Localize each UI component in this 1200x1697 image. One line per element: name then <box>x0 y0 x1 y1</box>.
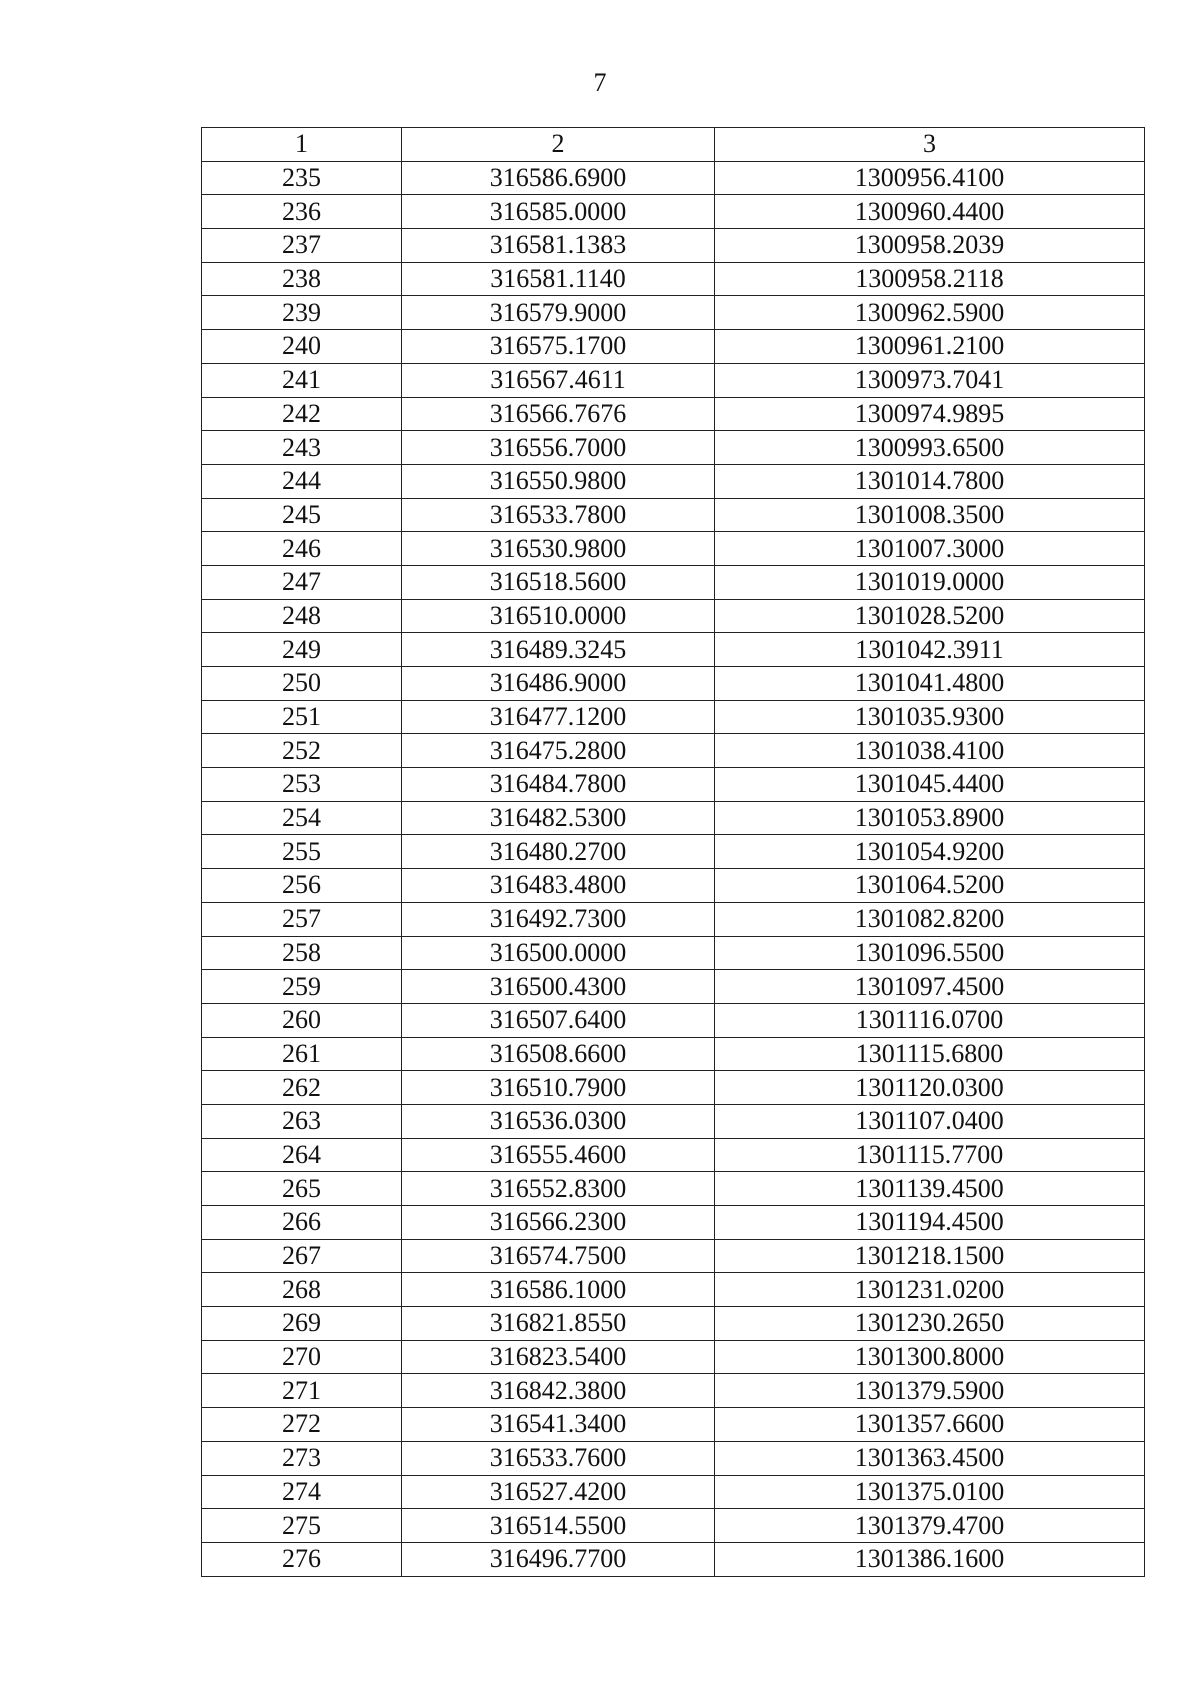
coordinate-x-cell: 316533.7600 <box>402 1441 715 1475</box>
coordinate-x-cell: 316510.0000 <box>402 599 715 633</box>
coordinate-x-cell: 316480.2700 <box>402 835 715 869</box>
table-row <box>202 1374 1145 1408</box>
coordinate-y-cell: 1301379.4700 <box>715 1509 1145 1543</box>
coordinate-y-cell: 1300962.5900 <box>715 296 1145 330</box>
point-number-cell: 273 <box>202 1441 402 1475</box>
point-number-cell: 256 <box>202 869 402 903</box>
coordinate-x-cell: 316518.5600 <box>402 565 715 599</box>
table-row <box>202 835 1145 869</box>
table-row <box>202 1239 1145 1273</box>
point-number-cell: 269 <box>202 1307 402 1341</box>
table-row <box>202 1340 1145 1374</box>
table-row <box>202 330 1145 364</box>
point-number-cell: 239 <box>202 296 402 330</box>
point-number-cell: 251 <box>202 700 402 734</box>
table-header <box>202 128 1145 162</box>
coordinate-x-cell: 316533.7800 <box>402 498 715 532</box>
coordinate-x-cell: 316575.1700 <box>402 330 715 364</box>
point-number-cell: 255 <box>202 835 402 869</box>
coordinate-y-cell: 1301097.4500 <box>715 970 1145 1004</box>
coordinate-x-cell: 316508.6600 <box>402 1037 715 1071</box>
point-number-cell: 272 <box>202 1408 402 1442</box>
coordinate-x-cell: 316842.3800 <box>402 1374 715 1408</box>
coordinate-x-cell: 316581.1140 <box>402 262 715 296</box>
table-row <box>202 1475 1145 1509</box>
coordinate-y-cell: 1301230.2650 <box>715 1307 1145 1341</box>
coordinate-y-cell: 1300993.6500 <box>715 431 1145 465</box>
table-row <box>202 296 1145 330</box>
point-number-cell: 247 <box>202 565 402 599</box>
table-row <box>202 936 1145 970</box>
coordinate-y-cell: 1301120.0300 <box>715 1071 1145 1105</box>
table-row <box>202 1172 1145 1206</box>
coordinate-y-cell: 1301019.0000 <box>715 565 1145 599</box>
point-number-cell: 240 <box>202 330 402 364</box>
coordinate-y-cell: 1300958.2039 <box>715 229 1145 263</box>
point-number-cell: 235 <box>202 161 402 195</box>
coordinate-x-cell: 316486.9000 <box>402 667 715 701</box>
table-row <box>202 1003 1145 1037</box>
point-number-cell: 242 <box>202 397 402 431</box>
coordinate-x-cell: 316555.4600 <box>402 1138 715 1172</box>
coordinate-y-cell: 1301042.3911 <box>715 633 1145 667</box>
coordinate-x-cell: 316556.7000 <box>402 431 715 465</box>
coordinate-y-cell: 1301139.4500 <box>715 1172 1145 1206</box>
coordinate-x-cell: 316477.1200 <box>402 700 715 734</box>
coordinate-x-cell: 316510.7900 <box>402 1071 715 1105</box>
coordinate-y-cell: 1300961.2100 <box>715 330 1145 364</box>
point-number-cell: 263 <box>202 1104 402 1138</box>
point-number-cell: 236 <box>202 195 402 229</box>
coordinate-x-cell: 316552.8300 <box>402 1172 715 1206</box>
coordinate-y-cell: 1301363.4500 <box>715 1441 1145 1475</box>
point-number-cell: 261 <box>202 1037 402 1071</box>
table-row <box>202 161 1145 195</box>
coordinate-y-cell: 1301115.7700 <box>715 1138 1145 1172</box>
table-row <box>202 1071 1145 1105</box>
point-number-cell: 241 <box>202 363 402 397</box>
coordinate-x-cell: 316566.2300 <box>402 1206 715 1240</box>
table-row <box>202 801 1145 835</box>
column-header-1: 1 <box>202 128 402 162</box>
coordinate-y-cell: 1301054.9200 <box>715 835 1145 869</box>
coordinate-x-cell: 316566.7676 <box>402 397 715 431</box>
table-row <box>202 565 1145 599</box>
point-number-cell: 276 <box>202 1542 402 1576</box>
table-row <box>202 768 1145 802</box>
table-row <box>202 599 1145 633</box>
coordinate-x-cell: 316500.4300 <box>402 970 715 1004</box>
table-row <box>202 667 1145 701</box>
table-row <box>202 700 1145 734</box>
table-row <box>202 1441 1145 1475</box>
coordinate-x-cell: 316574.7500 <box>402 1239 715 1273</box>
point-number-cell: 262 <box>202 1071 402 1105</box>
coordinate-x-cell: 316500.0000 <box>402 936 715 970</box>
table-row <box>202 498 1145 532</box>
coordinate-y-cell: 1301028.5200 <box>715 599 1145 633</box>
coordinate-y-cell: 1301357.6600 <box>715 1408 1145 1442</box>
point-number-cell: 237 <box>202 229 402 263</box>
coordinate-x-cell: 316483.4800 <box>402 869 715 903</box>
coordinate-x-cell: 316585.0000 <box>402 195 715 229</box>
point-number-cell: 268 <box>202 1273 402 1307</box>
table-row <box>202 902 1145 936</box>
table-row <box>202 869 1145 903</box>
coordinate-y-cell: 1301375.0100 <box>715 1475 1145 1509</box>
point-number-cell: 249 <box>202 633 402 667</box>
point-number-cell: 260 <box>202 1003 402 1037</box>
coordinate-x-cell: 316586.1000 <box>402 1273 715 1307</box>
coordinate-x-cell: 316507.6400 <box>402 1003 715 1037</box>
table-row <box>202 1138 1145 1172</box>
coordinate-x-cell: 316823.5400 <box>402 1340 715 1374</box>
coordinate-x-cell: 316821.8550 <box>402 1307 715 1341</box>
table-row <box>202 363 1145 397</box>
coordinate-x-cell: 316586.6900 <box>402 161 715 195</box>
coordinate-y-cell: 1301116.0700 <box>715 1003 1145 1037</box>
coordinate-y-cell: 1301115.6800 <box>715 1037 1145 1071</box>
column-header-2: 2 <box>402 128 715 162</box>
coordinate-x-cell: 316541.3400 <box>402 1408 715 1442</box>
table-row <box>202 195 1145 229</box>
table-body <box>202 161 1145 1576</box>
point-number-cell: 271 <box>202 1374 402 1408</box>
table-row <box>202 734 1145 768</box>
table-row <box>202 262 1145 296</box>
coordinate-y-cell: 1301218.1500 <box>715 1239 1145 1273</box>
point-number-cell: 265 <box>202 1172 402 1206</box>
table-row <box>202 1037 1145 1071</box>
point-number-cell: 258 <box>202 936 402 970</box>
coordinate-x-cell: 316530.9800 <box>402 532 715 566</box>
point-number-cell: 270 <box>202 1340 402 1374</box>
header-row <box>202 128 1145 162</box>
coordinate-y-cell: 1301008.3500 <box>715 498 1145 532</box>
coordinate-x-cell: 316514.5500 <box>402 1509 715 1543</box>
point-number-cell: 254 <box>202 801 402 835</box>
table-row <box>202 1509 1145 1543</box>
coordinate-y-cell: 1300956.4100 <box>715 161 1145 195</box>
coordinate-y-cell: 1301014.7800 <box>715 464 1145 498</box>
point-number-cell: 274 <box>202 1475 402 1509</box>
coordinate-y-cell: 1300960.4400 <box>715 195 1145 229</box>
point-number-cell: 266 <box>202 1206 402 1240</box>
coordinate-x-cell: 316550.9800 <box>402 464 715 498</box>
coordinate-x-cell: 316489.3245 <box>402 633 715 667</box>
coordinate-x-cell: 316496.7700 <box>402 1542 715 1576</box>
coordinate-x-cell: 316579.9000 <box>402 296 715 330</box>
coordinate-y-cell: 1301386.1600 <box>715 1542 1145 1576</box>
table-row <box>202 1307 1145 1341</box>
table-row <box>202 1273 1145 1307</box>
point-number-cell: 252 <box>202 734 402 768</box>
point-number-cell: 264 <box>202 1138 402 1172</box>
coordinate-x-cell: 316581.1383 <box>402 229 715 263</box>
table-row <box>202 532 1145 566</box>
coordinate-y-cell: 1301300.8000 <box>715 1340 1145 1374</box>
coordinate-y-cell: 1300974.9895 <box>715 397 1145 431</box>
table-row <box>202 397 1145 431</box>
coordinate-y-cell: 1301096.5500 <box>715 936 1145 970</box>
point-number-cell: 257 <box>202 902 402 936</box>
coordinate-y-cell: 1300958.2118 <box>715 262 1145 296</box>
table-row <box>202 1104 1145 1138</box>
coordinate-x-cell: 316492.7300 <box>402 902 715 936</box>
coordinate-x-cell: 316536.0300 <box>402 1104 715 1138</box>
point-number-cell: 246 <box>202 532 402 566</box>
coordinate-y-cell: 1301379.5900 <box>715 1374 1145 1408</box>
point-number-cell: 250 <box>202 667 402 701</box>
table-row <box>202 1408 1145 1442</box>
coordinate-x-cell: 316484.7800 <box>402 768 715 802</box>
point-number-cell: 244 <box>202 464 402 498</box>
table-row <box>202 229 1145 263</box>
page-number: 7 <box>593 68 607 97</box>
column-header-3: 3 <box>715 128 1145 162</box>
coordinate-y-cell: 1301053.8900 <box>715 801 1145 835</box>
coordinate-y-cell: 1301231.0200 <box>715 1273 1145 1307</box>
coordinates-table <box>201 127 1145 1577</box>
coordinate-x-cell: 316567.4611 <box>402 363 715 397</box>
coordinate-y-cell: 1301064.5200 <box>715 869 1145 903</box>
point-number-cell: 259 <box>202 970 402 1004</box>
point-number-cell: 248 <box>202 599 402 633</box>
point-number-cell: 245 <box>202 498 402 532</box>
coordinate-y-cell: 1301038.4100 <box>715 734 1145 768</box>
point-number-cell: 253 <box>202 768 402 802</box>
coordinate-y-cell: 1301082.8200 <box>715 902 1145 936</box>
coordinate-y-cell: 1301007.3000 <box>715 532 1145 566</box>
coordinate-x-cell: 316475.2800 <box>402 734 715 768</box>
table-row <box>202 431 1145 465</box>
coordinate-x-cell: 316482.5300 <box>402 801 715 835</box>
coordinate-y-cell: 1301194.4500 <box>715 1206 1145 1240</box>
coordinate-y-cell: 1301045.4400 <box>715 768 1145 802</box>
coordinate-y-cell: 1300973.7041 <box>715 363 1145 397</box>
coordinate-x-cell: 316527.4200 <box>402 1475 715 1509</box>
table-row <box>202 970 1145 1004</box>
point-number-cell: 238 <box>202 262 402 296</box>
point-number-cell: 243 <box>202 431 402 465</box>
table-row <box>202 633 1145 667</box>
table-row <box>202 1542 1145 1576</box>
point-number-cell: 275 <box>202 1509 402 1543</box>
point-number-cell: 267 <box>202 1239 402 1273</box>
coordinate-y-cell: 1301041.4800 <box>715 667 1145 701</box>
table-row <box>202 1206 1145 1240</box>
coordinate-y-cell: 1301035.9300 <box>715 700 1145 734</box>
table-row <box>202 464 1145 498</box>
coordinate-y-cell: 1301107.0400 <box>715 1104 1145 1138</box>
